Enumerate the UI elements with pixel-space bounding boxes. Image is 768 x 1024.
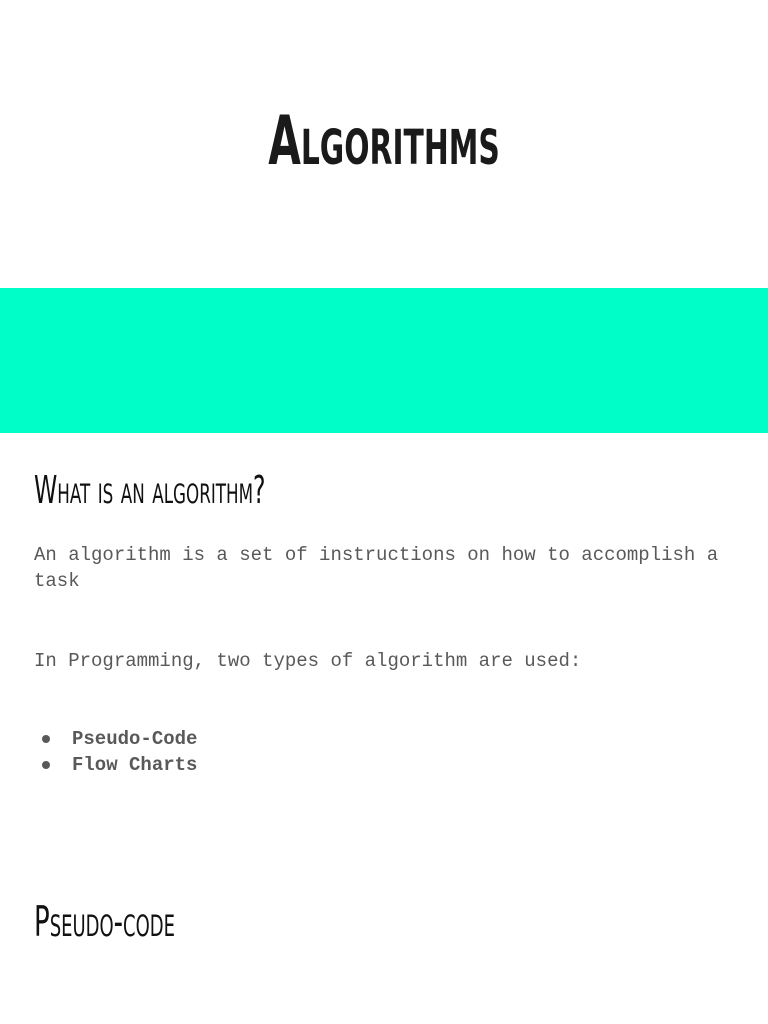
accent-band	[0, 288, 768, 433]
definition-paragraph: An algorithm is a set of instructions on how to accomplish a task	[34, 544, 719, 592]
bullet-icon	[42, 761, 50, 769]
list-item-label: Flow Charts	[72, 754, 198, 776]
bullet-icon	[42, 735, 50, 743]
document-title: Algorithms	[268, 102, 500, 181]
list-item	[34, 752, 197, 778]
types-intro-paragraph: In Programming, two types of algorithm are used:	[34, 650, 582, 672]
algorithm-types-list	[34, 726, 197, 778]
title-area	[0, 0, 768, 288]
section-heading-what-is-algorithm: What is an algorithm?	[34, 468, 266, 512]
list-item	[34, 726, 197, 752]
list-item-label: Pseudo-Code	[72, 728, 198, 750]
section-heading-pseudo-code: Pseudo-code	[34, 897, 175, 946]
